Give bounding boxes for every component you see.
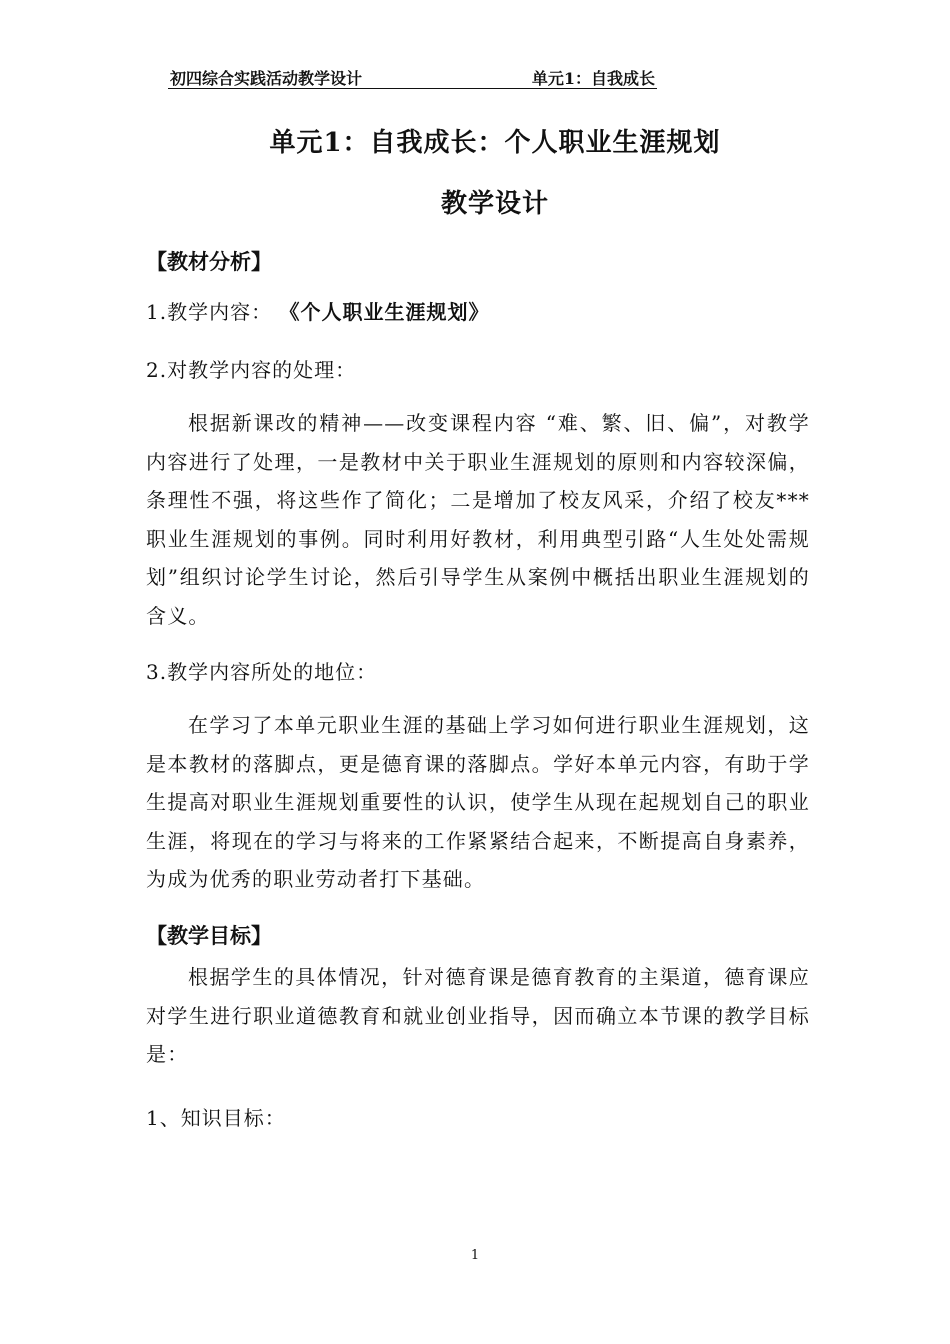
header-left-text: 初四综合实践活动教学设计 — [170, 69, 363, 88]
header-right-text: 单元1：自我成长 — [531, 69, 655, 88]
section-heading-analysis: 【教材分析】 — [146, 249, 272, 274]
analysis-paragraph-2: 在学习了本单元职业生涯的基础上学习如何进行职业生涯规划，这是本教材的落脚点，更是德育课的落脚点。学好本单元内容，有助于学生提高对职业生涯规划重要性的认识，使学生从现在起规划自己的职业生涯，将现在的学习与将来的工作紧紧结合起来，不断提高自身素养，为成为优秀的职业劳动者打下基础。 — [146, 713, 810, 891]
section-heading-goals: 【教学目标】 — [146, 923, 272, 948]
analysis-item-1-label: 1.教学内容： — [146, 300, 273, 324]
analysis-item-3: 3.教学内容所处的地位： — [146, 660, 378, 684]
page-header — [168, 64, 657, 89]
document-subtitle: 教学设计 — [440, 189, 549, 219]
goals-item-1: 1、知识目标： — [146, 1106, 286, 1130]
document-title: 单元1：自我成长：个人职业生涯规划 — [269, 128, 721, 158]
analysis-item-1 — [146, 296, 489, 325]
page-number: 1 — [470, 1248, 480, 1263]
analysis-item-1-value: 《个人职业生涯规划》 — [279, 300, 490, 324]
analysis-item-2: 2.对教学内容的处理： — [146, 358, 357, 382]
goals-paragraph: 根据学生的具体情况，针对德育课是德育教育的主渠道，德育课应对学生进行职业道德教育和就业创业指导，因而确立本节课的教学目标是： — [146, 965, 810, 1066]
analysis-paragraph-1: 根据新课改的精神——改变课程内容 “难、繁、旧、偏”，对教学内容进行了处理，一是教材中关于职业生涯规划的原则和内容较深偏，条理性不强，将这些作了简化；二是增加了校友风采，介绍了校友***职业生涯规划的事例。同时利用好教材，利用典型引路“人生处处需规划”组织讨论学生讨论，然后引导学生从案例中概括出职业生涯规划的含义。 — [146, 411, 810, 628]
